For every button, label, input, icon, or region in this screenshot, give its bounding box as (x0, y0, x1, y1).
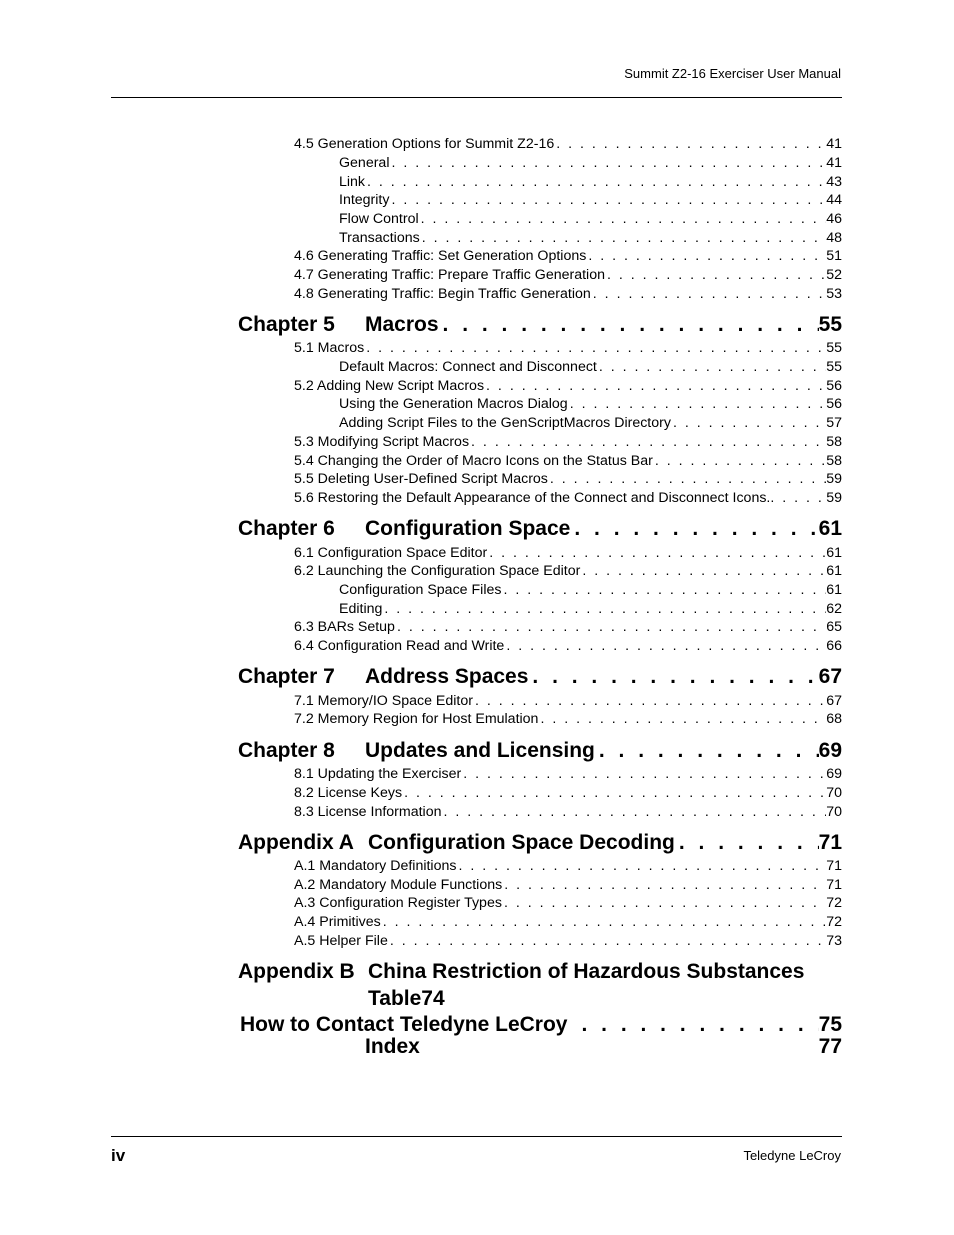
toc-entry-page: 67 (826, 693, 842, 709)
toc-chapter-5[interactable] (238, 311, 842, 339)
index-page: 77 (818, 1035, 842, 1058)
toc-entry-page: 65 (826, 619, 842, 635)
dot-leader (570, 515, 818, 543)
dot-leader (770, 489, 826, 508)
chapter-title: Macros (365, 313, 439, 336)
chapter-number: Chapter 7 (238, 665, 335, 688)
toc-entry-title: 4.7 Generating Traffic: Prepare Traffic Generation (294, 267, 605, 283)
chapter-title: Updates and Licensing (365, 739, 595, 762)
toc-entry[interactable] (339, 395, 842, 414)
toc-entry-title: Default Macros: Connect and Disconnect (339, 359, 597, 375)
toc-entry-title: 5.3 Modifying Script Macros (294, 434, 470, 450)
toc-entry[interactable] (294, 637, 842, 656)
toc-entry[interactable] (294, 135, 842, 154)
chapter-title: Configuration Space (365, 517, 571, 540)
toc-entry-page: 72 (826, 914, 842, 930)
dot-leader (568, 395, 827, 414)
toc-entry-title: 6.3 BARs Setup (294, 619, 395, 635)
toc-entry-title: A.4 Primitives (294, 914, 381, 930)
toc-entry[interactable] (339, 154, 842, 173)
toc-entry[interactable] (294, 876, 842, 895)
toc-entry-page: 56 (826, 378, 842, 394)
toc-entry-title: Flow Control (339, 211, 419, 227)
toc-entry[interactable] (294, 266, 842, 285)
dot-leader (389, 154, 826, 173)
toc-entry-page: 55 (826, 359, 842, 375)
chapter-number: Chapter 8 (238, 739, 335, 762)
dot-leader (580, 562, 826, 581)
toc-entry[interactable] (339, 173, 842, 192)
toc-contact[interactable] (240, 1011, 842, 1039)
dot-leader (504, 637, 826, 656)
toc-entry[interactable] (294, 247, 842, 266)
toc-entry-title: 5.5 Deleting User-Defined Script Macros (294, 471, 548, 487)
toc-entry-title: Using the Generation Macros Dialog (339, 396, 568, 412)
toc-entry-title: 6.1 Configuration Space Editor (294, 545, 488, 561)
toc-entry-title: A.1 Mandatory Definitions (294, 858, 457, 874)
toc-entry-title: 6.2 Launching the Configuration Space Editor (294, 563, 581, 579)
toc-entry[interactable] (294, 913, 842, 932)
toc-entry-page: 41 (826, 136, 842, 152)
toc-entry[interactable] (294, 784, 842, 803)
toc-entry-title: 8.2 License Keys (294, 785, 403, 801)
chapter-number: Chapter 6 (238, 517, 335, 540)
toc-entry-page: 59 (826, 490, 842, 506)
toc-entry-title: 6.4 Configuration Read and Write (294, 638, 505, 654)
dot-leader (502, 876, 826, 895)
dot-leader (364, 339, 826, 358)
toc-entry-page: 69 (826, 766, 842, 782)
footer-rule (111, 1136, 842, 1137)
dot-leader (395, 618, 826, 637)
toc-entry-title: Link (339, 174, 366, 190)
dot-leader (487, 544, 826, 563)
toc-entry-title: 7.2 Memory Region for Host Emulation (294, 711, 539, 727)
dot-leader (502, 894, 826, 913)
toc-entry-page: 73 (826, 933, 842, 949)
toc-entry[interactable] (294, 765, 842, 784)
dot-leader (671, 414, 826, 433)
toc-chapter-7[interactable] (238, 663, 842, 691)
toc-entry-title: 7.1 Memory/IO Space Editor (294, 693, 473, 709)
toc-entry[interactable] (294, 377, 842, 396)
dot-leader (538, 710, 826, 729)
toc-entry-page: 58 (826, 434, 842, 450)
toc-entry-page: 43 (826, 174, 842, 190)
toc-entry-title: 8.3 License Information (294, 804, 442, 820)
toc-entry[interactable] (339, 358, 842, 377)
dot-leader (591, 285, 826, 304)
header-rule (111, 97, 842, 98)
toc-entry-page: 72 (826, 895, 842, 911)
toc-entry-title: A.5 Helper File (294, 933, 388, 949)
dot-leader (528, 663, 818, 691)
dot-leader (381, 913, 827, 932)
toc-entry-page: 61 (826, 582, 842, 598)
toc-entry-page: 55 (826, 340, 842, 356)
dot-leader (554, 135, 826, 154)
toc-entry-title: 8.1 Updating the Exerciser (294, 766, 462, 782)
dot-leader (382, 600, 826, 619)
appendix-title: Configuration Space Decoding (368, 831, 675, 854)
toc-entry[interactable] (339, 210, 842, 229)
toc-entry[interactable] (339, 581, 842, 600)
toc-entry-title: 4.6 Generating Traffic: Set Generation Options (294, 248, 587, 264)
toc-entry-page: 46 (826, 211, 842, 227)
toc-entry-page: 53 (826, 286, 842, 302)
dot-leader (402, 784, 826, 803)
toc-entry-page: 56 (826, 396, 842, 412)
toc-entry[interactable] (294, 285, 842, 304)
appendix-title-continued: Table74 (368, 987, 445, 1010)
dot-leader (586, 247, 826, 266)
dot-leader (567, 1011, 818, 1039)
chapter-page: 67 (818, 665, 842, 688)
dot-leader (484, 377, 826, 396)
toc-entry-page: 68 (826, 711, 842, 727)
toc-entry[interactable] (294, 857, 842, 876)
toc-entry[interactable] (294, 452, 842, 471)
toc-entry-page: 44 (826, 192, 842, 208)
toc-entry[interactable] (294, 562, 842, 581)
toc-chapter-8[interactable] (238, 737, 842, 765)
toc-entry[interactable] (294, 489, 842, 508)
chapter-page: 69 (818, 739, 842, 762)
toc-entry[interactable] (294, 544, 842, 563)
toc-entry-title: Editing (339, 601, 383, 617)
toc-entry-page: 62 (826, 601, 842, 617)
toc-entry[interactable] (339, 191, 842, 210)
chapter-page: 61 (818, 517, 842, 540)
toc-chapter-6[interactable] (238, 515, 842, 543)
dot-leader (441, 803, 826, 822)
toc-entry-title: A.2 Mandatory Module Functions (294, 877, 503, 893)
toc-entry-page: 57 (826, 415, 842, 431)
toc-entry[interactable] (294, 692, 842, 711)
dot-leader (388, 932, 826, 951)
toc-entry-title: 5.2 Adding New Script Macros (294, 378, 485, 394)
dot-leader (473, 692, 826, 711)
index-title: Index (365, 1035, 420, 1058)
page-number: iv (111, 1146, 126, 1165)
appendix-number: Appendix B (238, 960, 355, 983)
toc-appendix-a[interactable] (238, 829, 842, 857)
toc-entry[interactable] (294, 470, 842, 489)
chapter-number: Chapter 5 (238, 313, 335, 336)
dot-leader (501, 581, 826, 600)
dot-leader (456, 857, 826, 876)
dot-leader (595, 737, 819, 765)
toc-entry[interactable] (294, 618, 842, 637)
dot-leader (420, 229, 827, 248)
toc-entry[interactable] (294, 803, 842, 822)
chapter-page: 55 (818, 313, 842, 336)
toc-entry-page: 70 (826, 804, 842, 820)
toc-entry-page: 41 (826, 155, 842, 171)
toc-entry[interactable] (339, 600, 842, 619)
toc-entry[interactable] (294, 932, 842, 951)
toc-entry-title: Transactions (339, 230, 420, 246)
dot-leader (653, 452, 826, 471)
appendix-number: Appendix A (238, 831, 354, 854)
contact-page: 75 (818, 1013, 842, 1036)
toc-entry-title: 5.6 Restoring the Default Appearance of the Connect and Disconnect Icons. (294, 490, 771, 506)
appendix-title: China Restriction of Hazardous Substances (368, 960, 805, 983)
toc-entry-page: 61 (826, 563, 842, 579)
dot-leader (461, 765, 826, 784)
toc-entry-title: 5.4 Changing the Order of Macro Icons on the Status Bar (294, 453, 653, 469)
dot-leader (469, 433, 826, 452)
toc-entry-page: 58 (826, 453, 842, 469)
toc-entry-title: General (339, 155, 390, 171)
dot-leader (365, 173, 826, 192)
dot-leader (389, 191, 826, 210)
company-name: Teledyne LeCroy (743, 1148, 841, 1163)
dot-leader (675, 829, 819, 857)
toc-entry[interactable] (294, 433, 842, 452)
toc-entry-page: 48 (826, 230, 842, 246)
toc-entry-title: Configuration Space Files (339, 582, 502, 598)
toc-entry[interactable] (339, 229, 842, 248)
toc-entry-title: Integrity (339, 192, 390, 208)
contact-title: How to Contact Teledyne LeCroy (240, 1013, 568, 1036)
toc-entry[interactable] (339, 414, 842, 433)
dot-leader (419, 210, 827, 229)
toc-entry-title: 5.1 Macros (294, 340, 365, 356)
toc-entry-page: 51 (826, 248, 842, 264)
chapter-title: Address Spaces (365, 665, 529, 688)
toc-entry-page: 61 (826, 545, 842, 561)
manual-title: Summit Z2-16 Exerciser User Manual (624, 66, 841, 81)
toc-entry-page: 52 (826, 267, 842, 283)
dot-leader (439, 311, 819, 339)
toc-entry-page: 66 (826, 638, 842, 654)
appendix-page: 71 (818, 831, 842, 854)
toc-entry-page: 70 (826, 785, 842, 801)
toc-entry-title: 4.5 Generation Options for Summit Z2-16 (294, 136, 555, 152)
toc-entry-title: Adding Script Files to the GenScriptMacros Directory (339, 415, 671, 431)
toc-entry-page: 59 (826, 471, 842, 487)
dot-leader (548, 470, 826, 489)
dot-leader (605, 266, 826, 285)
toc-entry-title: 4.8 Generating Traffic: Begin Traffic Generation (294, 286, 591, 302)
toc-entry[interactable] (294, 710, 842, 729)
toc-entry[interactable] (294, 894, 842, 913)
toc-entry-page: 71 (826, 877, 842, 893)
toc-entry[interactable] (294, 339, 842, 358)
dot-leader (597, 358, 826, 377)
toc-entry-title: A.3 Configuration Register Types (294, 895, 502, 911)
toc-entry-page: 71 (826, 858, 842, 874)
